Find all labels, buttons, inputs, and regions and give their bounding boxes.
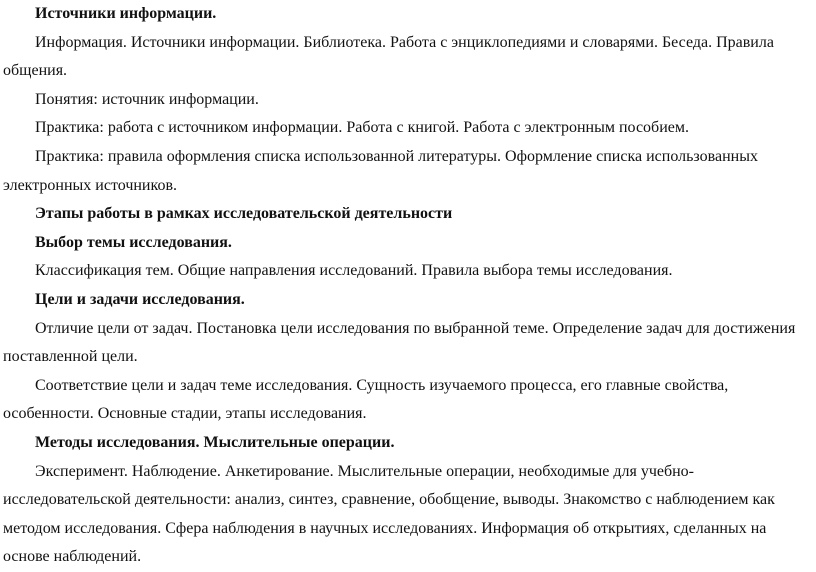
section-heading-goals: Цели и задачи исследования. <box>35 290 245 308</box>
section-heading-stages: Этапы работы в рамках исследовательской деятельности <box>35 205 453 223</box>
paragraph-topic-classification: Классификация тем. Общие направления исследований. Правила выбора темы исследования. <box>35 262 673 280</box>
paragraph-information: Информация. Источники информации. Библиотека. Работа с энциклопедиями и словарями. Беседа. Правила общения. <box>3 33 774 80</box>
document-body <box>3 0 813 572</box>
paragraph-practice-bibliography: Практика: правила оформления списка использованной литературы. Оформление списка использованных электронных источников. <box>3 147 758 194</box>
paragraph-goals-difference: Отличие цели от задач. Постановка цели исследования по выбранной теме. Определение задач для достижения поставленной цели. <box>3 319 796 366</box>
paragraph-practice-sources: Практика: работа с источником информации. Работа с книгой. Работа с электронным пособием. <box>35 119 689 137</box>
section-heading-sources: Источники информации. <box>35 5 217 22</box>
paragraph-methods: Эксперимент. Наблюдение. Анкетирование. Мыслительные операции, необходимые для учебно-исследовательской деятельности: анализ, синтез, сравнение, обобщение, выводы. Знакомство с наблюдением как методом исследования. Сфера наблюдения в научных исследованиях. Информация об открытиях, сделанных на основе наблюдений. <box>3 462 775 566</box>
paragraph-goals-correspondence: Соответствие цели и задач теме исследования. Сущность изучаемого процесса, его главные свойства, особенности. Основные стадии, этапы исследования. <box>3 376 729 423</box>
section-heading-methods: Методы исследования. Мыслительные операции. <box>35 433 395 451</box>
paragraph-concepts: Понятия: источник информации. <box>35 90 259 108</box>
section-heading-topic-choice: Выбор темы исследования. <box>35 233 232 251</box>
